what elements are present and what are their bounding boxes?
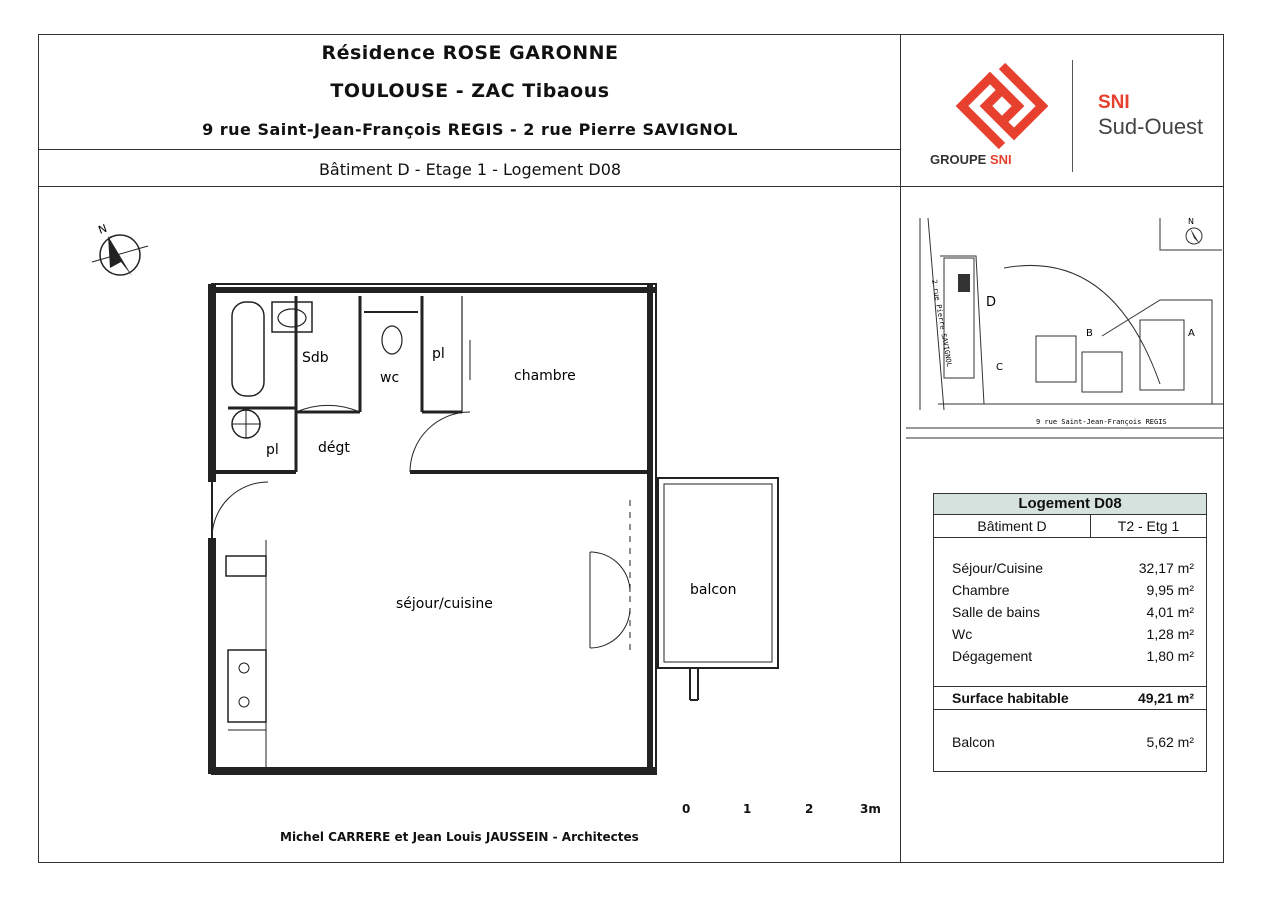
floor-plan xyxy=(60,200,900,800)
sni-logo xyxy=(902,36,1222,184)
room-label-bedroom: chambre xyxy=(514,368,576,384)
architects-credit: Michel CARRERE et Jean Louis JAUSSEIN - Architectes xyxy=(280,830,639,844)
unit-summary-table xyxy=(933,493,1207,772)
sni-logo-mark-icon xyxy=(954,60,1050,152)
room-label-wc: wc xyxy=(380,370,400,386)
site-map-label-c: C xyxy=(996,362,1003,373)
unit-summary-title: Logement D08 xyxy=(934,494,1206,515)
area-row: Séjour/Cuisine 32,17 m² xyxy=(952,560,1194,576)
area-row: Chambre 9,95 m² xyxy=(952,582,1194,598)
column-divider xyxy=(900,34,901,863)
residence-title: Résidence ROSE GARONNE xyxy=(321,42,619,64)
logo-separator xyxy=(1072,60,1073,172)
room-label-living: séjour/cuisine xyxy=(396,596,493,612)
site-map-label-d: D xyxy=(986,295,997,310)
site-map-street-south: 9 rue Saint-Jean-François REGIS xyxy=(1036,418,1167,426)
site-map-label-a: A xyxy=(1188,328,1195,339)
area-row: Dégagement 1,80 m² xyxy=(952,648,1194,664)
room-label-balcony: balcon xyxy=(690,582,737,598)
room-label-hallway: dégt xyxy=(318,440,350,456)
area-row: Wc 1,28 m² xyxy=(952,626,1194,642)
address-title: 9 rue Saint-Jean-François REGIS - 2 rue Pierre SAVIGNOL xyxy=(202,120,738,139)
logo-group: GROUPE SNI xyxy=(930,152,1012,167)
logo-brand: SNI xyxy=(1098,92,1130,113)
scale-label-1: 1 xyxy=(743,802,752,816)
balcony-row: Balcon 5,62 m² xyxy=(952,734,1194,750)
site-map-north: N xyxy=(1188,217,1194,226)
unit-type: T2 - Etg 1 xyxy=(1117,518,1180,534)
scale-label-3: 3m xyxy=(860,802,881,816)
logo-region: Sud-Ouest xyxy=(1098,114,1204,139)
subheader-divider xyxy=(38,186,1224,187)
total-area-row: Surface habitable 49,21 m² xyxy=(934,686,1206,710)
scale-label-2: 2 xyxy=(805,802,814,816)
header-divider xyxy=(38,149,900,150)
north-label: N xyxy=(96,221,109,237)
north-arrow-icon xyxy=(92,235,148,276)
scale-label-0: 0 xyxy=(682,802,691,816)
area-row: Salle de bains 4,01 m² xyxy=(952,604,1194,620)
room-label-closet-1: pl xyxy=(432,346,445,362)
unit-subtitle: Bâtiment D - Etage 1 - Logement D08 xyxy=(318,160,622,179)
unit-building: Bâtiment D xyxy=(934,515,1091,537)
site-map-label-b: B xyxy=(1086,328,1093,339)
unit-summary-subheader xyxy=(934,515,1206,538)
site-map-street-west: 2 rue Pierre SAVIGNOL xyxy=(930,278,954,368)
city-title: TOULOUSE - ZAC Tibaous xyxy=(330,80,610,102)
site-map xyxy=(902,216,1224,456)
room-label-closet-2: pl xyxy=(266,442,279,458)
room-label-bathroom: Sdb xyxy=(302,350,329,366)
